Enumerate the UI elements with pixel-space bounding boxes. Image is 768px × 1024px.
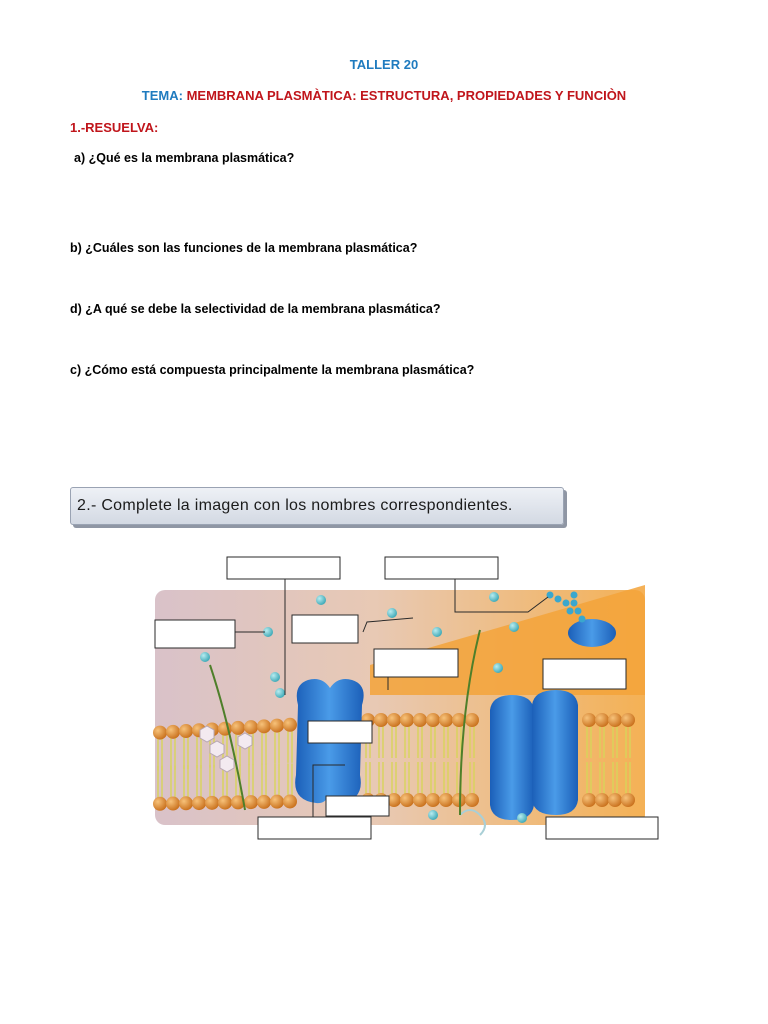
section-2-instruction: 2.- Complete la imagen con los nombres correspondientes.	[77, 497, 513, 514]
label-box-upper-middle	[292, 615, 358, 643]
label-box-bottom-right	[546, 817, 658, 839]
label-box-bottom-center	[326, 796, 389, 816]
label-box-bottom-left	[258, 817, 371, 839]
label-box-left	[155, 620, 235, 648]
section-1-heading: 1.-RESUELVA:	[70, 120, 159, 135]
label-box-protein	[308, 721, 372, 743]
label-box-right	[543, 659, 626, 689]
label-box-top-right	[385, 557, 498, 579]
question-a: a) ¿Qué es la membrana plasmática?	[74, 151, 295, 165]
section-2-banner	[70, 487, 564, 525]
label-box-top-left	[227, 557, 340, 579]
question-d: d) ¿A qué se debe la selectividad de la membrana plasmática?	[70, 302, 441, 316]
topic-label: TEMA:	[141, 88, 183, 103]
label-box-center	[374, 649, 458, 677]
worksheet-title: TALLER 20	[349, 57, 419, 72]
glycoprotein	[568, 619, 616, 647]
cell-membrane-diagram	[70, 525, 660, 850]
worksheet-topic	[0, 88, 768, 103]
topic-text: MEMBRANA PLASMÀTICA: ESTRUCTURA, PROPIEDADES Y FUNCIÒN	[182, 88, 627, 103]
transport-protein	[490, 695, 534, 820]
question-b: b) ¿Cuáles son las funciones de la membrana plasmática?	[70, 241, 418, 255]
question-c: c) ¿Cómo está compuesta principalmente la membrana plasmática?	[70, 363, 475, 377]
transport-protein-right-half	[532, 690, 578, 815]
